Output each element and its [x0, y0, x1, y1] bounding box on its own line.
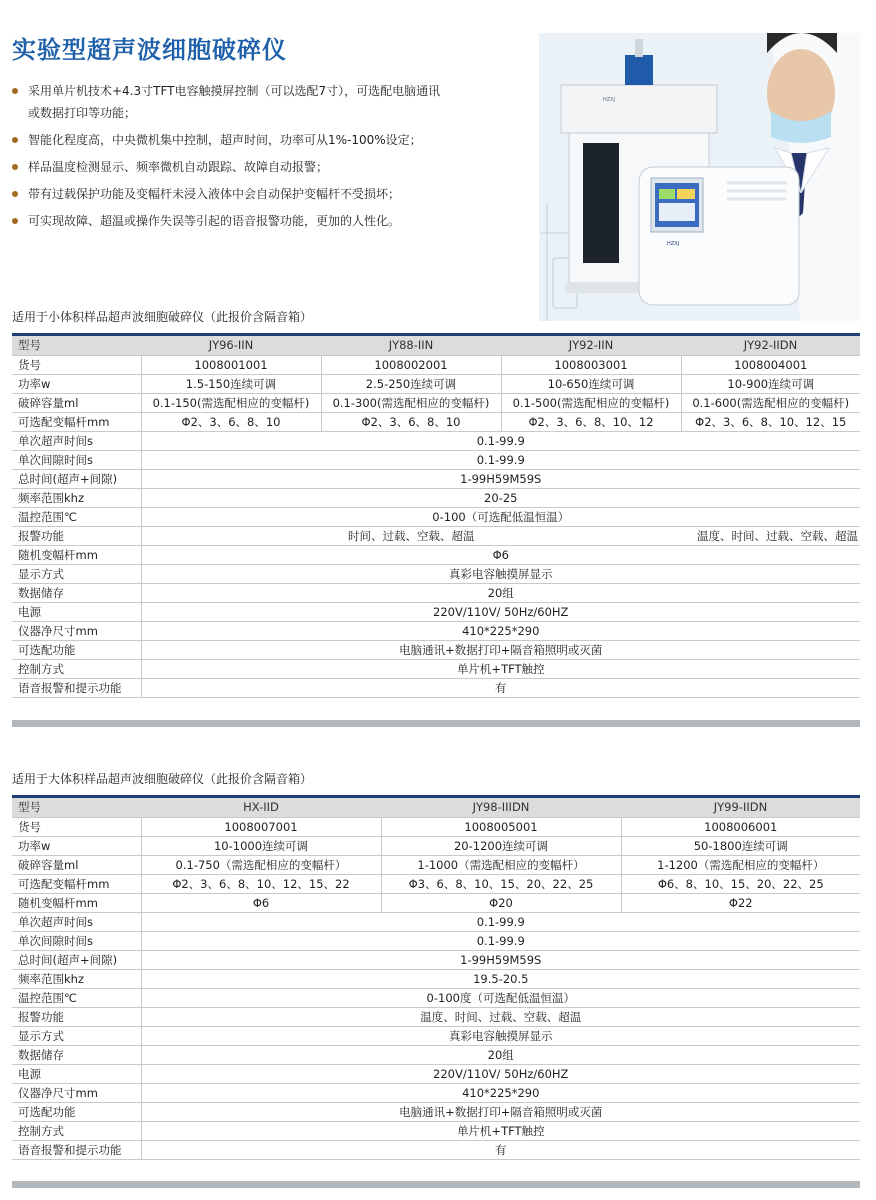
table-row — [12, 507, 860, 526]
feature-text: 带有过载保护功能及变幅杆未浸入液体中会自动保护变幅杆不受损坏； — [28, 187, 401, 201]
product-illustration — [539, 33, 860, 321]
row-label: 随机变幅杆mm — [12, 545, 141, 564]
row-label: 破碎容量ml — [12, 393, 141, 412]
row-label: 仪器净尺寸mm — [12, 621, 141, 640]
table-row — [12, 1045, 860, 1064]
table-cell: 1008005001 — [381, 817, 621, 836]
table-row — [12, 545, 860, 564]
bullet-icon — [12, 88, 18, 94]
table-cell: 1-1000（需选配相应的变幅杆） — [381, 855, 621, 874]
row-label: 随机变幅杆mm — [12, 893, 141, 912]
table-cell: 220V/110V/ 50Hz/60HZ — [141, 1064, 860, 1083]
table-cell: 10-650连续可调 — [501, 374, 681, 393]
table-row — [12, 678, 860, 697]
table-cell: 0.1-99.9 — [141, 450, 860, 469]
table-row — [12, 912, 860, 931]
row-label: 单次超声时间s — [12, 431, 141, 450]
table-cell: 20-1200连续可调 — [381, 836, 621, 855]
table-cell: 19.5-20.5 — [141, 969, 860, 988]
table-row — [12, 621, 860, 640]
table-row — [12, 836, 860, 855]
table-cell: 10-1000连续可调 — [141, 836, 381, 855]
row-label: 可选配变幅杆mm — [12, 874, 141, 893]
table-cell: Φ20 — [381, 893, 621, 912]
table-row — [12, 469, 860, 488]
table-row — [12, 393, 860, 412]
table-row — [12, 817, 860, 836]
row-label: 单次间隙时间s — [12, 931, 141, 950]
table-cell: 1008001001 — [141, 355, 321, 374]
table-cell: 0.1-600(需选配相应的变幅杆) — [681, 393, 860, 412]
row-label: 电源 — [12, 1064, 141, 1083]
table-cell: 时间、过载、空载、超温 — [141, 526, 681, 545]
table-cell: 0.1-99.9 — [141, 912, 860, 931]
table-row — [12, 412, 860, 431]
table-cell: 20-25 — [141, 488, 860, 507]
table-cell: 220V/110V/ 50Hz/60HZ — [141, 602, 860, 621]
header-cell: JY99-IIDN — [621, 798, 860, 817]
table-cell: 1008002001 — [321, 355, 501, 374]
table-cell: Φ2、3、6、8、10、12、15、22 — [141, 874, 381, 893]
table-row — [12, 969, 860, 988]
table-row — [12, 1140, 860, 1159]
feature-item — [12, 183, 442, 205]
row-label: 功率w — [12, 836, 141, 855]
table-cell: 2.5-250连续可调 — [321, 374, 501, 393]
row-label: 频率范围khz — [12, 969, 141, 988]
row-label: 可选配功能 — [12, 640, 141, 659]
table-cell: 50-1800连续可调 — [621, 836, 860, 855]
table-header-row — [12, 798, 860, 817]
table-cell: 1008007001 — [141, 817, 381, 836]
row-label: 货号 — [12, 355, 141, 374]
table-row — [12, 355, 860, 374]
row-label: 可选配变幅杆mm — [12, 412, 141, 431]
row-label: 单次间隙时间s — [12, 450, 141, 469]
feature-text: 样品温度检测显示、频率微机自动跟踪、故障自动报警； — [28, 160, 329, 174]
section-title-small: 适用于小体积样品超声波细胞破碎仪（此报价含隔音箱） — [12, 310, 313, 324]
row-label: 温控范围℃ — [12, 507, 141, 526]
table-row — [12, 988, 860, 1007]
row-label: 显示方式 — [12, 564, 141, 583]
bullet-icon — [12, 164, 18, 170]
table-cell: Φ6、8、10、15、20、22、25 — [621, 874, 860, 893]
header-cell: JY92-IIDN — [681, 336, 860, 355]
spec-table-large — [12, 798, 860, 1160]
table-bottom-bar — [12, 1181, 860, 1188]
table-bottom-bar — [12, 720, 860, 727]
table-row — [12, 1007, 860, 1026]
header-cell: JY96-IIN — [141, 336, 321, 355]
page-title: 实验型超声波细胞破碎仪 — [12, 36, 287, 64]
table-cell: 10-900连续可调 — [681, 374, 860, 393]
table-row — [12, 1121, 860, 1140]
row-label: 破碎容量ml — [12, 855, 141, 874]
row-label: 单次超声时间s — [12, 912, 141, 931]
table-cell: Φ2、3、6、8、10 — [321, 412, 501, 431]
row-label: 电源 — [12, 602, 141, 621]
row-label: 控制方式 — [12, 659, 141, 678]
table-row — [12, 431, 860, 450]
table-cell: 1008003001 — [501, 355, 681, 374]
table-row — [12, 950, 860, 969]
header-cell: 型号 — [12, 798, 141, 817]
section-title-large: 适用于大体积样品超声波细胞破碎仪（此报价含隔音箱） — [12, 772, 313, 786]
table-cell: 20组 — [141, 1045, 860, 1064]
feature-item — [12, 80, 442, 124]
table-cell: 温度、时间、过载、空载、超温 — [141, 1007, 860, 1026]
table-cell: 20组 — [141, 583, 860, 602]
table-cell: 0.1-99.9 — [141, 931, 860, 950]
table-cell: Φ22 — [621, 893, 860, 912]
table-cell: 0-100度（可选配低温恒温） — [141, 988, 860, 1007]
table-row — [12, 874, 860, 893]
row-label: 可选配功能 — [12, 1102, 141, 1121]
row-label: 控制方式 — [12, 1121, 141, 1140]
row-label: 温控范围℃ — [12, 988, 141, 1007]
feature-text: 可实现故障、超温或操作失误等引起的语音报警功能，更加的人性化。 — [28, 214, 401, 228]
table-row — [12, 488, 860, 507]
row-label: 语音报警和提示功能 — [12, 1140, 141, 1159]
table-cell: 有 — [141, 678, 860, 697]
bullet-icon — [12, 218, 18, 224]
table-cell: Φ6 — [141, 545, 860, 564]
table-row — [12, 602, 860, 621]
table-cell: 单片机+TFT触控 — [141, 1121, 860, 1140]
table-row — [12, 931, 860, 950]
row-label: 货号 — [12, 817, 141, 836]
device-label: HZXJ — [667, 241, 680, 247]
table-row — [12, 1026, 860, 1045]
feature-item — [12, 129, 442, 151]
table-cell: 0.1-500(需选配相应的变幅杆) — [501, 393, 681, 412]
table-row — [12, 659, 860, 678]
row-label: 仪器净尺寸mm — [12, 1083, 141, 1102]
table-cell: Φ3、6、8、10、15、20、22、25 — [381, 874, 621, 893]
table-cell: Φ2、3、6、8、10 — [141, 412, 321, 431]
table-cell: Φ2、3、6、8、10、12 — [501, 412, 681, 431]
row-label: 总时间(超声+间隙) — [12, 469, 141, 488]
table-cell: 410*225*290 — [141, 621, 860, 640]
table-cell: 真彩电容触摸屏显示 — [141, 1026, 860, 1045]
table-row — [12, 450, 860, 469]
header-cell: JY98-IIIDN — [381, 798, 621, 817]
table-cell: 1008004001 — [681, 355, 860, 374]
table-row — [12, 374, 860, 393]
table-row — [12, 1083, 860, 1102]
row-label: 频率范围khz — [12, 488, 141, 507]
feature-item — [12, 156, 442, 178]
row-label: 显示方式 — [12, 1026, 141, 1045]
table-cell: 0.1-300(需选配相应的变幅杆) — [321, 393, 501, 412]
table-cell: 1-99H59M59S — [141, 469, 860, 488]
feature-text: 采用单片机技术+4.3寸TFT电容触摸屏控制（可以选配7寸），可选配电脑通讯或数据打印等功能； — [28, 84, 441, 120]
table-row — [12, 893, 860, 912]
table-cell: Φ2、3、6、8、10、12、15 — [681, 412, 860, 431]
table-row — [12, 640, 860, 659]
bullet-icon — [12, 191, 18, 197]
table-row — [12, 855, 860, 874]
row-label: 功率w — [12, 374, 141, 393]
header-cell: JY88-IIN — [321, 336, 501, 355]
row-label: 语音报警和提示功能 — [12, 678, 141, 697]
table-cell: 410*225*290 — [141, 1083, 860, 1102]
table-cell: 有 — [141, 1140, 860, 1159]
table-cell: 1-99H59M59S — [141, 950, 860, 969]
feature-text: 智能化程度高，中央微机集中控制，超声时间，功率可从1%-100%设定； — [28, 133, 422, 147]
table-cell: 1.5-150连续可调 — [141, 374, 321, 393]
table-cell: 温度、时间、过载、空载、超温 — [681, 526, 860, 545]
row-label: 数据储存 — [12, 583, 141, 602]
table-row — [12, 583, 860, 602]
table-cell: 单片机+TFT触控 — [141, 659, 860, 678]
feature-list — [12, 80, 442, 237]
table-cell: 0.1-150(需选配相应的变幅杆) — [141, 393, 321, 412]
row-label: 总时间(超声+间隙) — [12, 950, 141, 969]
table-cell: 电脑通讯+数据打印+隔音箱照明或灭菌 — [141, 640, 860, 659]
header-cell: 型号 — [12, 336, 141, 355]
table-row — [12, 526, 860, 545]
table-cell: 0.1-750（需选配相应的变幅杆） — [141, 855, 381, 874]
header-cell: JY92-IIN — [501, 336, 681, 355]
row-label: 报警功能 — [12, 526, 141, 545]
table-cell: 1008006001 — [621, 817, 860, 836]
device-label: HZXJ — [603, 97, 616, 103]
table-header-row — [12, 336, 860, 355]
table-row — [12, 1102, 860, 1121]
product-photo — [539, 33, 860, 321]
table-row — [12, 1064, 860, 1083]
table-row — [12, 564, 860, 583]
bullet-icon — [12, 137, 18, 143]
table-cell: 0.1-99.9 — [141, 431, 860, 450]
table-cell: 电脑通讯+数据打印+隔音箱照明或灭菌 — [141, 1102, 860, 1121]
row-label: 数据储存 — [12, 1045, 141, 1064]
table-cell: Φ6 — [141, 893, 381, 912]
table-cell: 真彩电容触摸屏显示 — [141, 564, 860, 583]
feature-item — [12, 210, 442, 232]
table-cell: 1-1200（需选配相应的变幅杆） — [621, 855, 860, 874]
table-cell: 0-100（可选配低温恒温） — [141, 507, 860, 526]
header-cell: HX-IID — [141, 798, 381, 817]
row-label: 报警功能 — [12, 1007, 141, 1026]
spec-table-small — [12, 336, 860, 698]
